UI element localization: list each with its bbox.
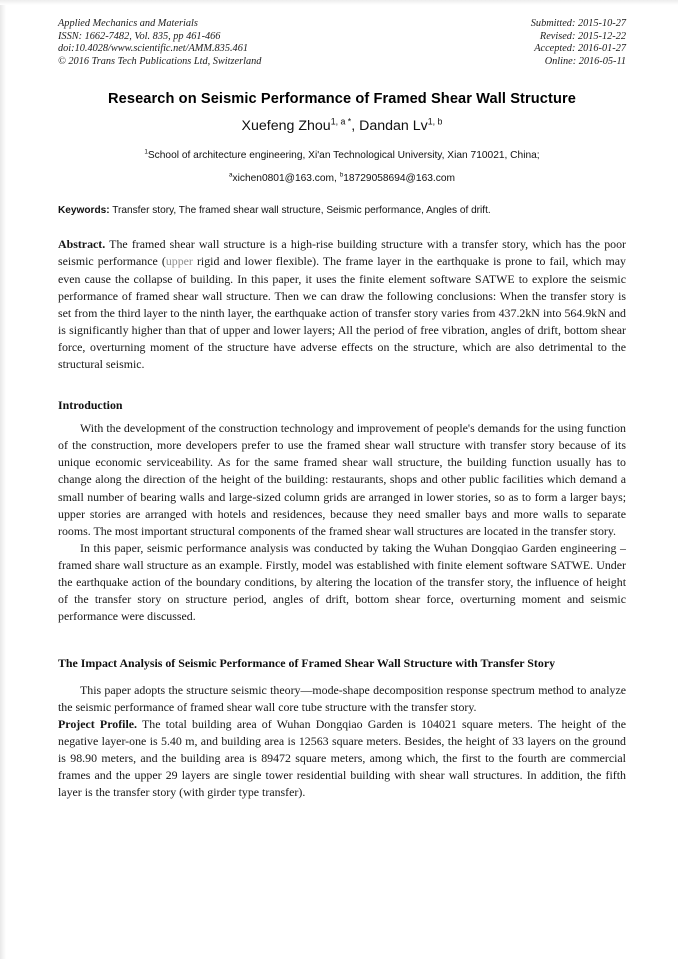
- author-affiliation-marker-1: 1, a *: [330, 116, 352, 127]
- page-edge-shadow-top: [0, 0, 678, 5]
- abstract-text-part-2: rigid and lower flexible). The frame layer in the earthquake is prone to fail, which may even cause the collapse of building. In this paper, it uses the finite element software SATWE to explore the seismic performance of framed shear wall structure. Then we can draw the following conclusions: When the transfer story is set from the third layer to the ninth layer, the earthquake action of transfer story varies from 437.2kN into 564.9kN and is significantly higher than that of upper and lower layers; All the period of free vibration, angles of drift, bottom shear force, overturning moment of the structure have adverse effects on the structure, which are also detrimental to the structural seismic.: [58, 254, 626, 372]
- date-online: Online: 2016-05-11: [544, 55, 626, 67]
- page-edge-shadow-left: [0, 0, 6, 959]
- project-profile-label: Project Profile.: [58, 716, 138, 731]
- date-revised: Revised: 2015-12-22: [539, 30, 626, 42]
- abstract-highlighted-word: upper: [165, 254, 193, 269]
- section-heading-introduction: Introduction: [58, 398, 123, 413]
- journal-copyright: © 2016 Trans Tech Publications Ltd, Switzerland: [58, 55, 262, 67]
- journal-name: Applied Mechanics and Materials: [58, 18, 198, 29]
- email-marker-b: b: [339, 171, 344, 179]
- abstract-text-part-1: The framed shear wall structure is a high-rise building structure with a transfer story, which has the poor seismic performance (: [58, 237, 626, 269]
- introduction-paragraph-1: With the development of the construction technology and improvement of people's demands for the using function of the construction, more developers prefer to use the framed shear wall structure with transfer story because of its unique economic serviceability. As for the same framed shear wall structure, the building function usually has to change along the direction of the height of the building: restaurants, shops and other public facilities which demand a small number of bearing walls and large-sized column grids are arranged in lower stories, so as to form a larger bays; upper stories are arranged with hotels and residences, because they need smaller bays and more walls to separate rooms. The most important structural components of the framed shear wall structures are located in the transfer story.: [58, 421, 626, 538]
- journal-doi: doi:10.4028/www.scientific.net/AMM.835.461: [58, 43, 248, 55]
- date-submitted: Submitted: 2015-10-27: [530, 18, 626, 29]
- keywords-line: [58, 204, 626, 218]
- email-marker-a: a: [229, 171, 233, 179]
- author-affiliation-marker-2: 1, b: [427, 116, 443, 127]
- journal-header-left: [58, 18, 261, 68]
- author-list: [58, 117, 626, 135]
- project-profile-paragraph: [58, 716, 626, 801]
- keywords-text: Transfer story, The framed shear wall structure, Seismic performance, Angles of drift.: [109, 205, 491, 217]
- keywords-label: Keywords:: [58, 205, 110, 217]
- journal-header: [58, 18, 626, 68]
- project-profile-text: The total building area of Wuhan Dongqiao Garden is 104021 square meters. The height of the negative layer-one is 5.40 m, and building area is 12563 square meters. Besides, the height of 33 layers on the ground is 98.90 meters, and the building area is 89472 square meters, among which, the first to the fourth are commercial frames and the upper 29 layers are single tower residential building with shear wall structures. In addition, the fifth layer is the transfer story (with girder type transfer).: [58, 716, 627, 800]
- author-separator: ,: [351, 118, 360, 135]
- affiliation-marker: 1: [144, 148, 148, 156]
- date-accepted: Accepted: 2016-01-27: [534, 43, 626, 55]
- email-address-a: xichen0801@163.com,: [232, 173, 340, 185]
- abstract-paragraph: [58, 236, 626, 373]
- author-name-2: Dandan Lv: [359, 118, 428, 135]
- author-emails: [58, 171, 626, 186]
- affiliation-text: School of architecture engineering, Xi'an Technological University, Xian 710021, China;: [147, 150, 540, 162]
- paper-title: Research on Seismic Performance of Framed Shear Wall Structure: [108, 91, 576, 108]
- abstract-label: Abstract.: [58, 237, 106, 252]
- author-name-1: Xuefeng Zhou: [241, 118, 331, 135]
- impact-analysis-paragraph-1: This paper adopts the structure seismic theory—mode-shape decomposition response spectrum method to analyze the seismic performance of framed shear wall core tube structure with the transfer story.: [58, 682, 626, 714]
- section-heading-impact-analysis: The Impact Analysis of Seismic Performance of Framed Shear Wall Structure with Transfer Story: [58, 656, 556, 671]
- journal-header-right: [531, 18, 626, 68]
- introduction-paragraph-2: In this paper, seismic performance analysis was conducted by taking the Wuhan Dongqiao Garden engineering – framed share wall structure as an example. Firstly, model was established with finite element software SATWE. Under the earthquake action of the boundary conditions, by altering the location of the transfer story, the influence of height of the transfer story on structure period, angles of drift, bottom shear force, overturning moment and seismic performance were discussed.: [58, 540, 626, 624]
- email-address-b: 18729058694@163.com: [343, 173, 455, 185]
- affiliation: [58, 148, 626, 163]
- journal-issn-volume: ISSN: 1662-7482, Vol. 835, pp 461-466: [58, 30, 221, 42]
